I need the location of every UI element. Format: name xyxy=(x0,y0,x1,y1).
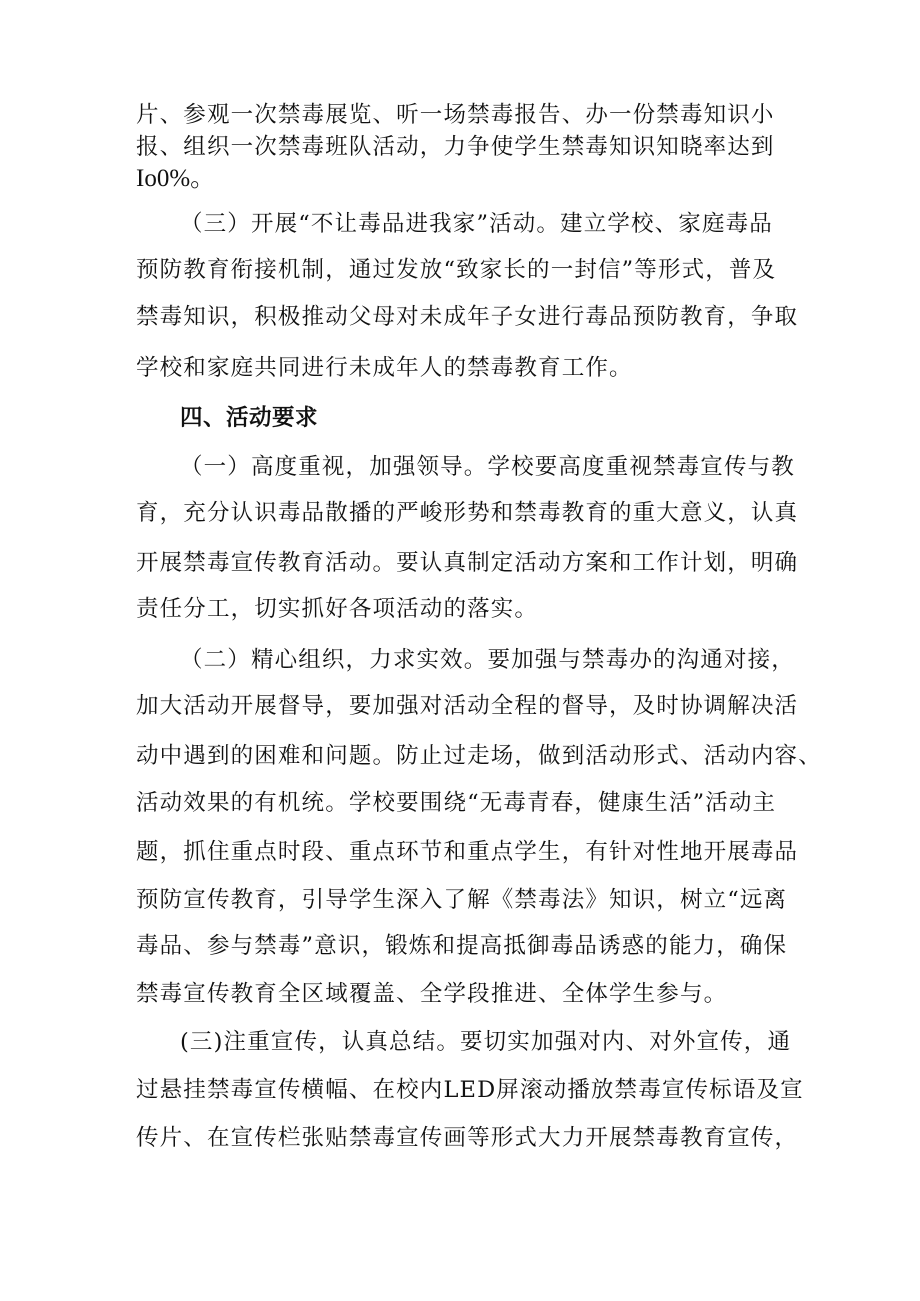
text-line: 预防宣传教育，引导学生深入了解《禁毒法》知识，树立“远离 xyxy=(136,887,788,913)
text-line: Io0%。 xyxy=(136,165,216,192)
text-line: 禁毒宣传教育全区域覆盖、全学段推进、全体学生参与。 xyxy=(136,981,728,1007)
paragraph-first-line: （三）开展“不让毒品进我家”活动。建立学校、家庭毒品 xyxy=(180,211,773,237)
text-line: 活动效果的有机统。学校要围绕“无毒青春，健康生活”活动主 xyxy=(136,790,777,816)
paragraph-first-line: （一）高度重视，加强领导。学校要高度重视禁毒宣传与教 xyxy=(180,454,795,480)
text-line: 过悬挂禁毒宣传横幅、在校内LED屏滚动播放禁毒宣传标语及宣 xyxy=(136,1077,804,1103)
paragraph-first-line: （二）精心组织，力求实效。要加强与禁毒办的沟通对接， xyxy=(180,647,795,673)
text-line: 责任分工，切实抓好各项活动的落实。 xyxy=(136,596,539,622)
text-line: 加大活动开展督导，要加强对活动全程的督导，及时协调解决活 xyxy=(136,693,799,719)
text-line: 报、组织一次禁毒班队活动，力争使学生禁毒知识知晓率达到 xyxy=(136,134,775,160)
text-line: 预防教育衔接机制，通过发放“致家长的一封信”等形式，普及 xyxy=(136,257,777,283)
text-line: 毒品、参与禁毒”意识，锻炼和提高抵御毒品诱惑的能力，确保 xyxy=(136,933,788,959)
text-line: 开展禁毒宣传教育活动。要认真制定活动方案和工作计划，明确 xyxy=(136,550,799,576)
section-heading: 四、活动要求 xyxy=(180,405,319,431)
paragraph-first-line: (三)注重宣传，认真总结。要切实加强对内、对外宣传，通 xyxy=(180,1029,792,1055)
text-line: 题，抓住重点时段、重点环节和重点学生，有针对性地开展毒品 xyxy=(136,839,799,865)
text-line: 动中遇到的困难和问题。防止过走场，做到活动形式、活动内容、 xyxy=(136,743,822,769)
text-line: 育，充分认识毒品散播的严峻形势和禁毒教育的重大意义，认真 xyxy=(136,500,799,526)
text-line: 传片、在宣传栏张贴禁毒宣传画等形式大力开展禁毒教育宣传， xyxy=(136,1125,799,1151)
text-line: 片、参观一次禁毒展览、听一场禁毒报告、办一份禁毒知识小 xyxy=(136,102,775,128)
text-line: 禁毒知识，积极推动父母对未成年子女进行毒品预防教育，争取 xyxy=(136,304,799,330)
text-line: 学校和家庭共同进行未成年人的禁毒教育工作。 xyxy=(136,355,633,381)
